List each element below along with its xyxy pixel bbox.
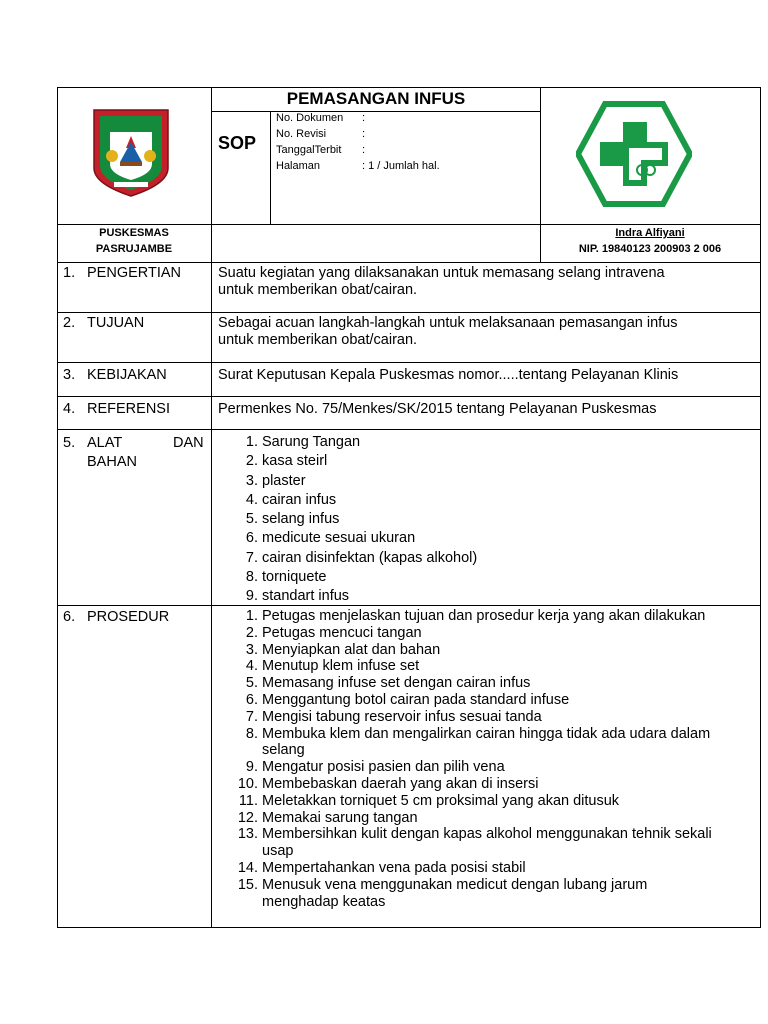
section-text: Suatu kegiatan yang dilaksanakan untuk memasang selang intravena: [218, 265, 665, 281]
list-item-number: 9.: [245, 759, 258, 776]
field-value: : 1 / Jumlah hal.: [362, 160, 440, 172]
section-label-referensi: REFERENSI: [87, 401, 170, 417]
list-item-text: Meletakkan torniquet 5 cm proksimal yang akan ditusuk: [262, 792, 620, 809]
section-number: 3.: [63, 367, 76, 383]
field-label: No. Dokumen: [276, 112, 344, 124]
equipment-item: [236, 510, 736, 529]
equipment-item: [236, 568, 736, 587]
procedure-step: [236, 826, 716, 860]
procedure-step: [236, 642, 716, 659]
list-item-number: 13.: [237, 826, 258, 843]
procedure-step: [236, 776, 716, 793]
list-item-text: Petugas menjelaskan tujuan dan prosedur kerja yang akan dilakukan: [262, 608, 706, 624]
list-item-number: 3.: [245, 641, 258, 658]
field-value: :: [362, 144, 366, 156]
row-divider: [57, 262, 761, 263]
list-item-text: Membuka klem dan mengalirkan cairan hingga tidak ada udara dalam selang: [262, 725, 711, 759]
list-item-number: 11.: [238, 792, 258, 809]
equipment-item: [236, 433, 736, 452]
field-label: TanggalTerbit: [276, 144, 342, 156]
procedure-step: [236, 692, 716, 709]
section-label-pengertian: PENGERTIAN: [87, 265, 182, 281]
table-border-right: [760, 87, 761, 928]
table-border-bottom: [57, 927, 761, 928]
list-item-number: 7.: [245, 708, 258, 725]
field-label: Halaman: [276, 160, 321, 172]
procedure-step: [236, 658, 716, 675]
institution-location: PASRUJAMBE: [95, 243, 173, 255]
list-item-number: 2.: [245, 453, 258, 470]
equipment-item: [236, 472, 736, 491]
list-item-number: 5.: [245, 511, 258, 528]
list-item-text: Petugas mencuci tangan: [262, 624, 422, 641]
list-item-text: Menyiapkan alat dan bahan: [262, 641, 441, 658]
section-label-dan: DAN: [173, 435, 204, 451]
section-label-alat: ALAT: [87, 435, 123, 451]
list-item-number: 2.: [245, 624, 258, 641]
list-item-text: Membersihkan kulit dengan kapas alkohol menggunakan tehnik sekali usap: [262, 826, 712, 860]
list-item-number: 4.: [245, 658, 258, 675]
list-item-text: Memasang infuse set dengan cairan infus: [262, 675, 531, 692]
procedure-step: [236, 726, 716, 760]
list-item-text: cairan disinfektan (kapas alkohol): [262, 549, 478, 566]
title-divider: [211, 111, 541, 112]
list-item-text: cairan infus: [262, 491, 337, 508]
section-number: 5.: [63, 435, 76, 451]
signer-nip: NIP. 19840123 200903 2 006: [578, 243, 722, 255]
list-item-text: Mempertahankan vena pada posisi stabil: [262, 859, 526, 876]
equipment-item: [236, 491, 736, 510]
list-item-text: standart infus: [262, 588, 350, 605]
section-label-bahan: BAHAN: [87, 454, 137, 470]
procedure-list: [236, 608, 716, 910]
list-item-text: torniquete: [262, 569, 327, 586]
procedure-step: [236, 860, 716, 877]
section-text: Sebagai acuan langkah-langkah untuk melaksanaan pemasangan infus: [218, 315, 678, 331]
section-number: 1.: [63, 265, 76, 281]
list-item-number: 6.: [245, 530, 258, 547]
list-item-number: 6.: [245, 691, 258, 708]
section-text: Surat Keputusan Kepala Puskesmas nomor.....tentang Pelayanan Klinis: [218, 367, 679, 383]
procedure-step: [236, 877, 716, 911]
equipment-item: [236, 529, 736, 548]
list-item-number: 4.: [245, 491, 258, 508]
procedure-step: [236, 759, 716, 776]
signer-name: Indra Alfiyani: [615, 227, 685, 239]
section-text: untuk memberikan obat/cairan.: [218, 332, 418, 348]
list-item-number: 8.: [245, 725, 258, 742]
list-item-text: selang infus: [262, 511, 340, 528]
table-border-left: [57, 87, 58, 928]
field-label: No. Revisi: [276, 128, 327, 140]
list-item-number: 1.: [245, 608, 258, 624]
list-item-text: Mengatur posisi pasien dan pilih vena: [262, 759, 505, 776]
section-label-tujuan: TUJUAN: [87, 315, 145, 331]
section-label-prosedur: PROSEDUR: [87, 609, 170, 625]
row-divider: [57, 312, 761, 313]
list-item-text: Mengisi tabung reservoir infus sesuai tanda: [262, 708, 542, 725]
section-text: Permenkes No. 75/Menkes/SK/2015 tentang Pelayanan Puskesmas: [218, 401, 657, 417]
puskesmas-logo: [576, 100, 692, 208]
section-text: untuk memberikan obat/cairan.: [218, 282, 418, 298]
equipment-item: [236, 587, 736, 606]
list-item-number: 3.: [245, 472, 258, 489]
section-number: 4.: [63, 401, 76, 417]
list-item-text: Menusuk vena menggunakan medicut dengan lubang jarum menghadap keatas: [262, 876, 648, 910]
document-title: PEMASANGAN INFUS: [286, 89, 466, 108]
list-item-text: Menutup klem infuse set: [262, 658, 420, 675]
list-item-number: 7.: [245, 549, 258, 566]
sop-divider: [270, 111, 271, 224]
equipment-list: [236, 433, 736, 607]
list-item-number: 8.: [245, 569, 258, 586]
row-divider: [57, 429, 761, 430]
list-item-number: 12.: [237, 809, 258, 826]
list-item-number: 10.: [237, 775, 258, 792]
list-item-number: 5.: [245, 675, 258, 692]
procedure-step: [236, 709, 716, 726]
procedure-step: [236, 608, 716, 625]
field-value: :: [362, 128, 366, 140]
procedure-step: [236, 810, 716, 827]
procedure-step: [236, 625, 716, 642]
row-divider: [57, 396, 761, 397]
list-item-number: 15.: [237, 876, 258, 893]
equipment-item: [236, 549, 736, 568]
list-item-text: Membebaskan daerah yang akan di insersi: [262, 775, 539, 792]
list-item-text: medicute sesuai ukuran: [262, 530, 416, 547]
procedure-step: [236, 793, 716, 810]
section-label-kebijakan: KEBIJAKAN: [87, 367, 167, 383]
row-divider: [57, 362, 761, 363]
list-item-number: 1.: [245, 434, 258, 450]
regency-logo: [90, 106, 172, 198]
list-item-text: Menggantung botol cairan pada standard infuse: [262, 691, 570, 708]
institution-name: PUSKESMAS: [99, 227, 169, 239]
equipment-item: [236, 452, 736, 471]
list-item-number: 9.: [245, 588, 258, 605]
column-divider: [211, 87, 212, 928]
section-number: 6.: [63, 609, 76, 625]
list-item-text: Memakai sarung tangan: [262, 809, 418, 826]
sop-label: SOP: [218, 133, 257, 153]
list-item-text: kasa steirl: [262, 453, 328, 470]
list-item-text: plaster: [262, 472, 306, 489]
section-number: 2.: [63, 315, 76, 331]
field-value: :: [362, 112, 366, 124]
list-item-number: 14.: [237, 859, 258, 876]
list-item-text: Sarung Tangan: [262, 434, 361, 450]
procedure-step: [236, 675, 716, 692]
